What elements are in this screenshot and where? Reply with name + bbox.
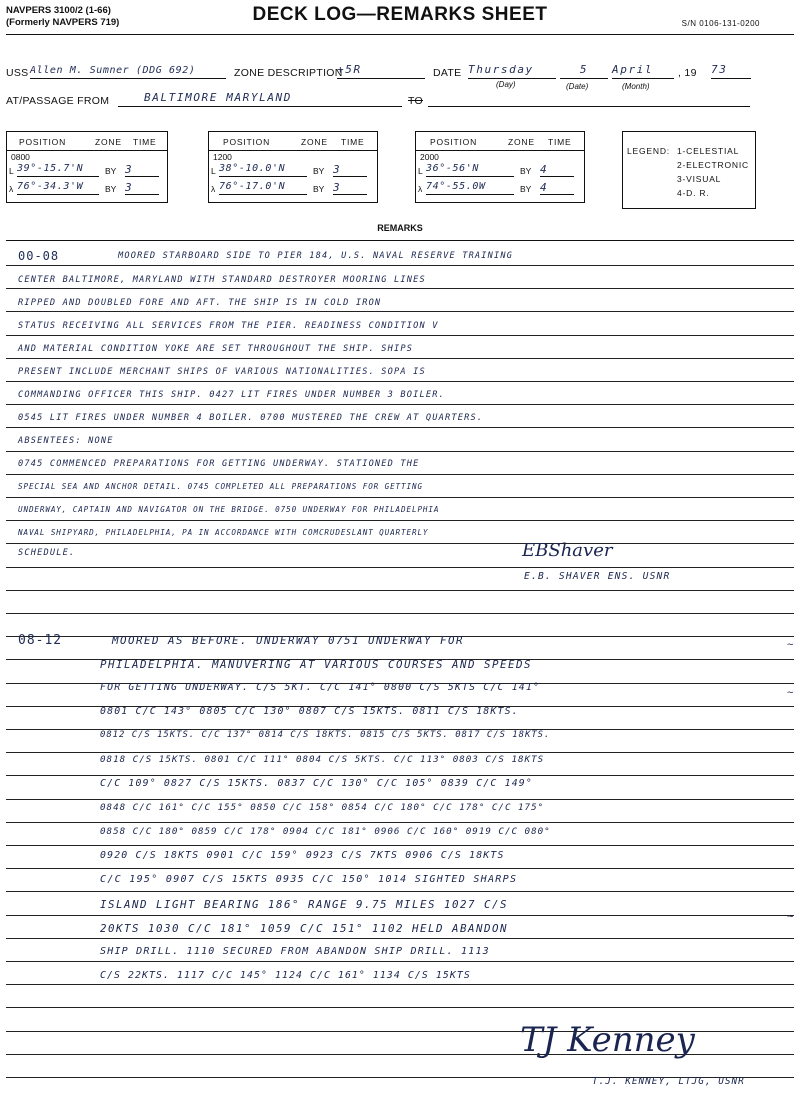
ruled-line — [6, 311, 794, 312]
log-line: MOORED AS BEFORE. UNDERWAY 0751 UNDERWAY FOR — [112, 634, 465, 647]
day-value: Thursday — [468, 63, 534, 76]
lon-symbol: λ — [211, 184, 216, 194]
log-line: ABSENTEES: NONE — [18, 436, 114, 446]
month-value: April — [612, 63, 654, 76]
to-field[interactable] — [428, 91, 750, 107]
month-field[interactable] — [612, 63, 674, 79]
log-line: MOORED STARBOARD SIDE TO PIER 184, U.S. NAVAL RESERVE TRAINING — [118, 251, 514, 261]
ruled-line — [6, 520, 794, 521]
longitude-field[interactable] — [17, 181, 99, 195]
log-line: COMMANDING OFFICER THIS SHIP. 0427 LIT FIRES UNDER NUMBER 3 BOILER. — [18, 390, 446, 400]
log-line: 0848 C/C 161° C/C 155° 0850 C/C 158° 0854 C/C 180° C/C 178° C/C 175° — [100, 802, 545, 813]
remarks-rule — [6, 240, 794, 241]
lon-by-value: 3 — [333, 181, 342, 194]
ruled-line — [6, 799, 794, 800]
lat-symbol: L — [418, 166, 423, 176]
zone-header: ZONE — [95, 137, 122, 147]
log-line: SCHEDULE. — [18, 548, 76, 558]
zone-value: +5R — [337, 63, 362, 76]
ruled-line — [6, 868, 794, 869]
latitude-field[interactable] — [219, 163, 307, 177]
uss-label: USS — [6, 67, 29, 79]
day-field[interactable] — [468, 63, 556, 79]
latitude-value: 36°-56'N — [426, 163, 479, 174]
ruled-line — [6, 288, 794, 289]
margin-initials: ~ — [786, 912, 794, 922]
date-label: DATE — [433, 67, 462, 79]
legend-item-celestial: 1-CELESTIAL — [677, 146, 740, 156]
ruled-line — [6, 358, 794, 359]
lon-by-field[interactable] — [125, 181, 159, 195]
time-header: TIME — [341, 137, 365, 147]
log-line: STATUS RECEIVING ALL SERVICES FROM THE PIER. READINESS CONDITION V — [18, 321, 439, 331]
log-line: 0545 LIT FIRES UNDER NUMBER 4 BOILER. 0700 MUSTERED THE CREW AT QUARTERS. — [18, 413, 484, 423]
by-label: BY — [313, 166, 325, 176]
zone-field[interactable] — [337, 63, 425, 79]
log-line: NAVAL SHIPYARD, PHILADELPHIA, PA IN ACCORDANCE WITH COMCRUDESLANT QUARTERLY — [18, 528, 429, 537]
lat-by-field[interactable] — [125, 163, 159, 177]
margin-initials: ~ — [786, 640, 794, 650]
lon-by-value: 3 — [125, 181, 134, 194]
lat-by-value: 3 — [333, 163, 342, 176]
log-line: PRESENT INCLUDE MERCHANT SHIPS OF VARIOUS NATIONALITIES. SOPA IS — [18, 367, 426, 377]
log-line: 0818 C/S 15KTS. 0801 C/C 111° 0804 C/S 5KTS. C/C 113° 0803 C/S 18KTS — [100, 754, 545, 765]
passage-field[interactable] — [118, 91, 402, 107]
position-box-0800 — [6, 131, 168, 203]
log-line: CENTER BALTIMORE, MARYLAND WITH STANDARD DESTROYER MOORING LINES — [18, 275, 426, 285]
by-label: BY — [520, 166, 532, 176]
log-line: UNDERWAY, CAPTAIN AND NAVIGATOR ON THE BRIDGE. 0750 UNDERWAY FOR PHILADELPHIA — [18, 505, 440, 514]
month-caption: (Month) — [622, 82, 650, 91]
lon-symbol: λ — [418, 184, 423, 194]
zone-label: ZONE DESCRIPTION — [234, 67, 343, 79]
uss-field[interactable] — [30, 63, 226, 79]
date-caption: (Date) — [566, 82, 589, 91]
ruled-line — [6, 915, 794, 916]
longitude-value: 76°-34.3'W — [17, 181, 84, 192]
time-header: TIME — [548, 137, 572, 147]
longitude-field[interactable] — [219, 181, 307, 195]
lat-symbol: L — [9, 166, 14, 176]
position-header: POSITION — [19, 137, 67, 147]
signature-shaver: EBShaver — [522, 540, 613, 561]
by-label: BY — [105, 166, 117, 176]
log-line: 0745 COMMENCED PREPARATIONS FOR GETTING UNDERWAY. STATIONED THE — [18, 459, 420, 469]
watch-label-08-12: 08-12 — [18, 633, 63, 648]
lat-by-value: 4 — [540, 163, 549, 176]
latitude-field[interactable] — [17, 163, 99, 177]
legend-item-dr: 4-D. R. — [677, 188, 710, 198]
log-line: C/S 22KTS. 1117 C/C 145° 1124 C/C 161° 1134 C/S 15KTS — [100, 970, 471, 981]
ruled-line — [6, 775, 794, 776]
position-header: POSITION — [223, 137, 271, 147]
legend-item-electronic: 2-ELECTRONIC — [677, 160, 749, 170]
signer-name-kenney: T.J. KENNEY, LTJG, USNR — [592, 1076, 745, 1087]
signer-name-shaver: E.B. SHAVER ENS. USNR — [524, 571, 671, 582]
log-line: 20KTS 1030 C/C 181° 1059 C/C 151° 1102 HELD ABANDON — [100, 922, 509, 935]
log-line: RIPPED AND DOUBLED FORE AND AFT. THE SHIP IS IN COLD IRON — [18, 298, 382, 308]
lat-by-field[interactable] — [540, 163, 574, 177]
log-line: C/C 109° 0827 C/S 15KTS. 0837 C/C 130° C/C 105° 0839 C/C 149° — [100, 778, 533, 789]
ruled-line — [6, 938, 794, 939]
latitude-value: 38°-10.0'N — [219, 163, 286, 174]
time-header: TIME — [133, 137, 157, 147]
lon-by-field[interactable] — [333, 181, 367, 195]
log-line: AND MATERIAL CONDITION YOKE ARE SET THROUGHOUT THE SHIP. SHIPS — [18, 344, 414, 354]
uss-value: Allen M. Sumner (DDG 692) — [30, 65, 196, 76]
passage-value: BALTIMORE MARYLAND — [144, 91, 293, 104]
log-line: SHIP DRILL. 1110 SECURED FROM ABANDON SHIP DRILL. 1113 — [100, 946, 490, 957]
ruled-line — [6, 265, 794, 266]
zone-header: ZONE — [301, 137, 328, 147]
lon-by-value: 4 — [540, 181, 549, 194]
log-line: 0858 C/C 180° 0859 C/C 178° 0904 C/C 181° 0906 C/C 160° 0919 C/C 080° — [100, 826, 551, 837]
ruled-line — [6, 451, 794, 452]
log-line: PHILADELPHIA. MANUVERING AT VARIOUS COURSES AND SPEEDS — [100, 658, 533, 671]
ruled-line — [6, 845, 794, 846]
log-line: 0920 C/S 18KTS 0901 C/C 159° 0923 C/S 7KTS 0906 C/S 18KTS — [100, 850, 505, 861]
position-time: 0800 — [11, 152, 30, 162]
log-line: FOR GETTING UNDERWAY. C/S 5KT. C/C 141° 0800 C/S 5KTS C/C 141° — [100, 682, 541, 693]
by-label: BY — [313, 184, 325, 194]
ruled-line — [6, 567, 794, 568]
by-label: BY — [520, 184, 532, 194]
ruled-line — [6, 891, 794, 892]
passage-label: AT/PASSAGE FROM — [6, 95, 110, 107]
ruled-line — [6, 404, 794, 405]
form-number-line2: (Formerly NAVPERS 719) — [6, 17, 120, 28]
lon-by-field[interactable] — [540, 181, 574, 195]
legend-label: LEGEND: — [627, 146, 670, 156]
position-box-2000 — [415, 131, 585, 203]
log-line: SPECIAL SEA AND ANCHOR DETAIL. 0745 COMPLETED ALL PREPARATIONS FOR GETTING — [18, 482, 423, 491]
latitude-field[interactable] — [426, 163, 514, 177]
ruled-line — [6, 822, 794, 823]
stock-number: S/N 0106-131-0200 — [681, 19, 760, 28]
year-value: 73 — [711, 63, 728, 76]
lat-by-value: 3 — [125, 163, 134, 176]
page-title: DECK LOG—REMARKS SHEET — [252, 4, 548, 25]
signature-kenney: TJ Kenney — [520, 1020, 695, 1060]
position-header: POSITION — [430, 137, 478, 147]
year-prefix: , 19 — [678, 67, 697, 79]
ruled-line — [6, 381, 794, 382]
log-line: 0812 C/S 15KTS. C/C 137° 0814 C/S 18KTS. 0815 C/S 5KTS. 0817 C/S 18KTS. — [100, 730, 551, 740]
ruled-line — [6, 590, 794, 591]
date-field[interactable] — [560, 63, 608, 79]
legend-item-visual: 3-VISUAL — [677, 174, 722, 184]
ruled-line — [6, 752, 794, 753]
log-line: ISLAND LIGHT BEARING 186° RANGE 9.75 MILES 1027 C/S — [100, 898, 509, 911]
ruled-line — [6, 335, 794, 336]
log-line: C/C 195° 0907 C/S 15KTS 0935 C/C 150° 1014 SIGHTED SHARPS — [100, 874, 518, 885]
position-time: 2000 — [420, 152, 439, 162]
margin-initials: ~ — [786, 688, 794, 698]
lat-symbol: L — [211, 166, 216, 176]
ruled-line — [6, 613, 794, 614]
zone-header: ZONE — [508, 137, 535, 147]
ruled-line — [6, 1007, 794, 1008]
remarks-header: REMARKS — [377, 223, 423, 233]
lon-symbol: λ — [9, 184, 14, 194]
longitude-value: 76°-17.0'N — [219, 181, 286, 192]
year-field[interactable] — [711, 63, 751, 79]
header-rule — [6, 34, 794, 35]
ruled-line — [6, 543, 794, 544]
lat-by-field[interactable] — [333, 163, 367, 177]
log-line: 0801 C/C 143° 0805 C/C 130° 0807 C/S 15KTS. 0811 C/S 18KTS. — [100, 706, 519, 717]
by-label: BY — [105, 184, 117, 194]
legend-box — [622, 131, 756, 209]
longitude-field[interactable] — [426, 181, 514, 195]
ruled-line — [6, 961, 794, 962]
longitude-value: 74°-55.0W — [426, 181, 486, 192]
date-value: 5 — [579, 63, 589, 76]
ruled-line — [6, 474, 794, 475]
to-label: TO — [408, 95, 423, 107]
position-box-1200 — [208, 131, 378, 203]
latitude-value: 39°-15.7'N — [17, 163, 84, 174]
ruled-line — [6, 497, 794, 498]
day-caption: (Day) — [496, 80, 516, 89]
ruled-line — [6, 427, 794, 428]
ruled-line — [6, 984, 794, 985]
watch-label-00-08: 00-08 — [18, 249, 60, 263]
form-number-line1: NAVPERS 3100/2 (1-66) — [6, 5, 111, 16]
position-time: 1200 — [213, 152, 232, 162]
